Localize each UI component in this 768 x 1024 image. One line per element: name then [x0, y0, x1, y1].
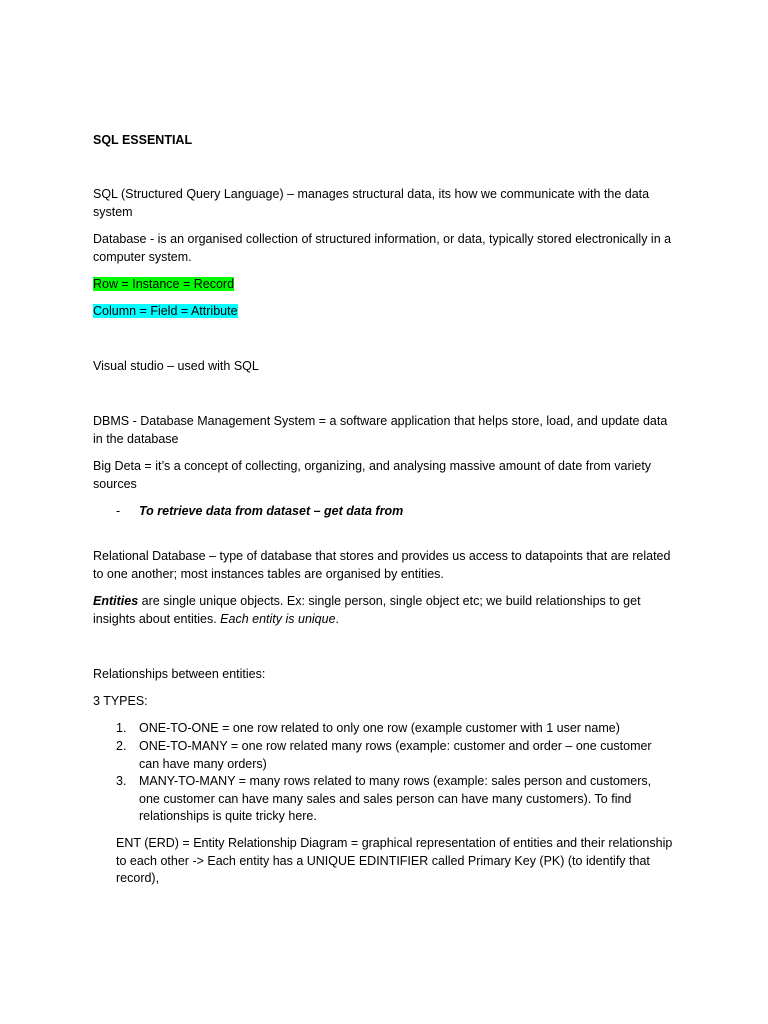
types-heading: 3 TYPES:: [93, 694, 148, 708]
database-definition: Database - is an organised collection of structured information, or data, typically stored electronically in a computer system.: [93, 232, 672, 264]
entities-end: .: [335, 611, 340, 626]
column-line: [93, 303, 678, 321]
relationships-heading: Relationships between entities:: [93, 667, 266, 681]
dbms-definition: DBMS - Database Management System = a software application that helps store, load, and update data in the database: [93, 414, 668, 446]
entities-definition: [93, 593, 678, 628]
list-number: 1.: [116, 721, 127, 735]
bullet-marker: -: [116, 504, 121, 518]
list-text: MANY-TO-MANY = many rows related to many rows (example: sales person and customers, one customer can have many sales and sales person can have many customers). To find relationships is quite tricky here.: [139, 774, 652, 823]
list-text: ONE-TO-ONE = one row related to only one row (example customer with 1 user name): [139, 721, 620, 735]
sql-definition: SQL (Structured Query Language) – manages structural data, its how we communicate with the data system: [93, 187, 650, 219]
visual-studio-line: Visual studio – used with SQL: [93, 359, 259, 373]
entities-rest: are single unique objects. Ex: single person, single object etc; we build relationships to get insights about entities.: [93, 594, 641, 626]
list-text: ONE-TO-MANY = one row related many rows (example: customer and order – one customer can have many orders): [139, 739, 652, 771]
entities-term: Entities: [93, 594, 139, 608]
list-number: 3.: [116, 774, 127, 788]
row-line: [93, 276, 678, 294]
bullet-text: To retrieve data from dataset – get data from: [139, 504, 404, 518]
row-highlight: Row = Instance = Record: [93, 277, 235, 291]
big-data-definition: Big Deta = it’s a concept of collecting, organizing, and analysing massive amount of date from variety sources: [93, 459, 652, 491]
document-title: SQL ESSENTIAL: [93, 133, 193, 147]
entities-emphasis: Each entity is unique: [220, 611, 336, 626]
relational-definition: Relational Database – type of database that stores and provides us access to datapoints that are related to one another; most instances tables are organised by entities.: [93, 549, 671, 581]
list-number: 2.: [116, 739, 127, 753]
erd-definition: ENT (ERD) = Entity Relationship Diagram = graphical representation of entities and their relationship to each other -> Each entity has a UNIQUE EDINTIFIER called Primary Key (PK) (to identify that record),: [116, 836, 673, 885]
column-highlight: Column = Field = Attribute: [93, 304, 238, 318]
